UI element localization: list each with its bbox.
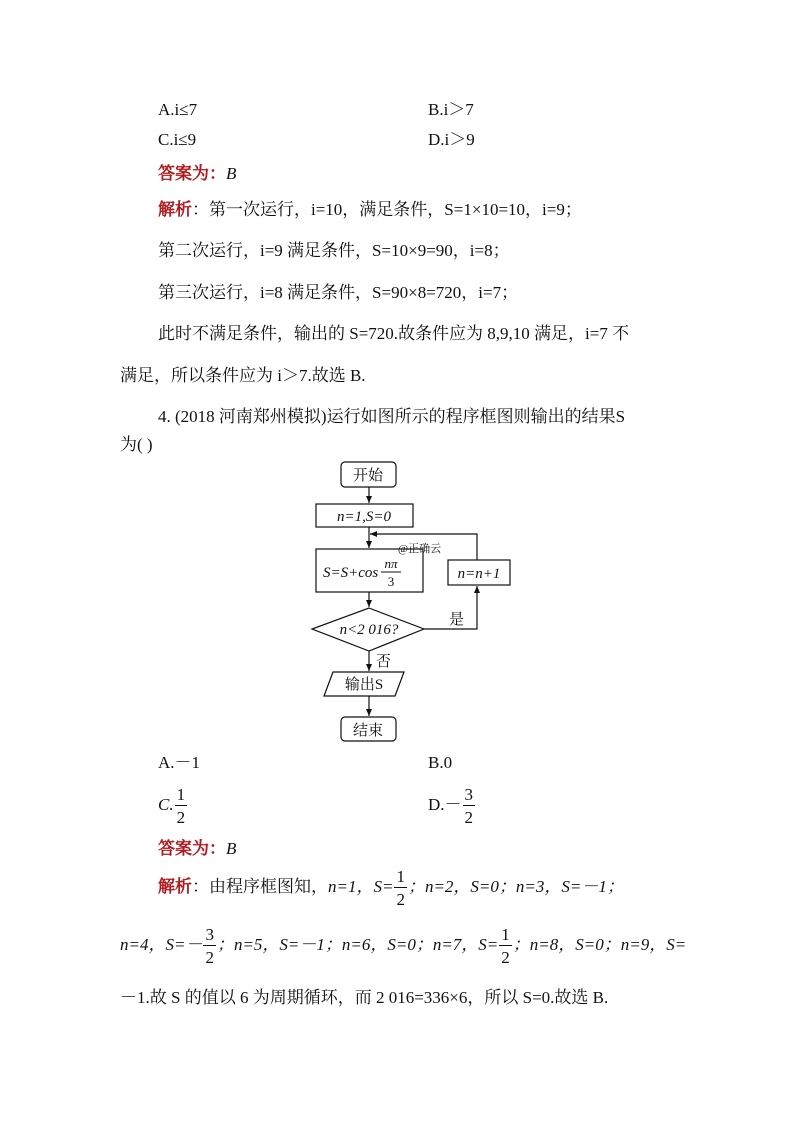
q4-option-c-prefix: C. xyxy=(158,794,174,814)
analysis-line-3: 第三次运行，i=8 满足条件，S=90×8=720，i=7； xyxy=(158,283,519,302)
watermark: @正确云 xyxy=(398,543,442,555)
start-label: 开始 xyxy=(352,468,384,484)
update-den: 3 xyxy=(387,574,395,589)
analysis-text: ：第一次运行，i=10，满足条件，S=1×10=10，i=9； xyxy=(192,200,582,219)
answer-value: B xyxy=(226,164,237,183)
q4-option-c xyxy=(158,786,188,826)
end-label: 结束 xyxy=(352,723,384,739)
q4-analysis-line-1: 解析：由程序框图知，n=1，S= $\frac{1}{2}$ ；n=2，S=0；n=3，S=－1； xyxy=(158,867,624,909)
question-stem-line-1: 4. (2018 河南郑州模拟)运行如图所示的程序框图则输出的结果S xyxy=(158,407,626,426)
fraction: $\frac{3}{2}$ xyxy=(464,785,474,827)
option-d: D.i＞9 xyxy=(428,130,475,149)
q4-option-d xyxy=(428,786,476,826)
fraction: $\frac{1}{2}$ xyxy=(396,867,405,909)
fraction: $\frac{1}{2}$ xyxy=(501,925,510,967)
analysis-line-2: 第二次运行，i=9 满足条件，S=10×9=90，i=8； xyxy=(158,241,510,260)
init-label: n=1,S=0 xyxy=(337,509,391,525)
analysis-line-5: 满足，所以条件应为 i＞7.故选 B. xyxy=(120,366,366,385)
q4-analysis-line-2: n=4，S=－ $\frac{3}{2}$ ；n=5，S=－1；n=6，S=0；n=7，S= $\frac{1}{2}$ ；n=8，S=0；n=9，S= xyxy=(120,925,687,967)
analysis-line-4: 此时不满足条件，输出的 S=720.故条件应为 8,9,10 满足，i=7 不 xyxy=(158,324,630,343)
q4-option-b: B.0 xyxy=(428,753,453,772)
option-c: C.i≤9 xyxy=(158,130,197,149)
q4-analysis-line-3: －1.故 S 的值以 6 为周期循环，而 2 016=336×6，所以 S=0.故选 B. xyxy=(120,988,609,1007)
fraction: $\frac{1}{2}$ xyxy=(176,785,186,827)
question-stem-line-2: 为( ) xyxy=(120,435,153,454)
increment-label: n=n+1 xyxy=(457,566,501,582)
no-label: 否 xyxy=(376,654,392,670)
q4-answer-line xyxy=(158,840,236,857)
condition-label: n<2 016? xyxy=(339,622,399,638)
output-label: 输出S xyxy=(344,677,384,693)
q4-option-a: A.－1 xyxy=(158,753,201,772)
q4-option-d-prefix: D.－ xyxy=(428,794,462,814)
answer-label: 答案为： xyxy=(158,839,226,858)
fraction: $\frac{3}{2}$ xyxy=(205,925,214,967)
update-label: S=S+cos xyxy=(323,565,379,581)
update-num: nπ xyxy=(384,556,398,571)
option-b: B.i＞7 xyxy=(428,100,474,119)
yes-label: 是 xyxy=(449,612,465,628)
answer-value: B xyxy=(226,839,237,858)
option-a: A.i≤7 xyxy=(158,100,198,119)
analysis-label: 解析 xyxy=(158,200,192,219)
answer-label: 答案为： xyxy=(158,164,226,183)
analysis-label: 解析 xyxy=(158,876,192,896)
